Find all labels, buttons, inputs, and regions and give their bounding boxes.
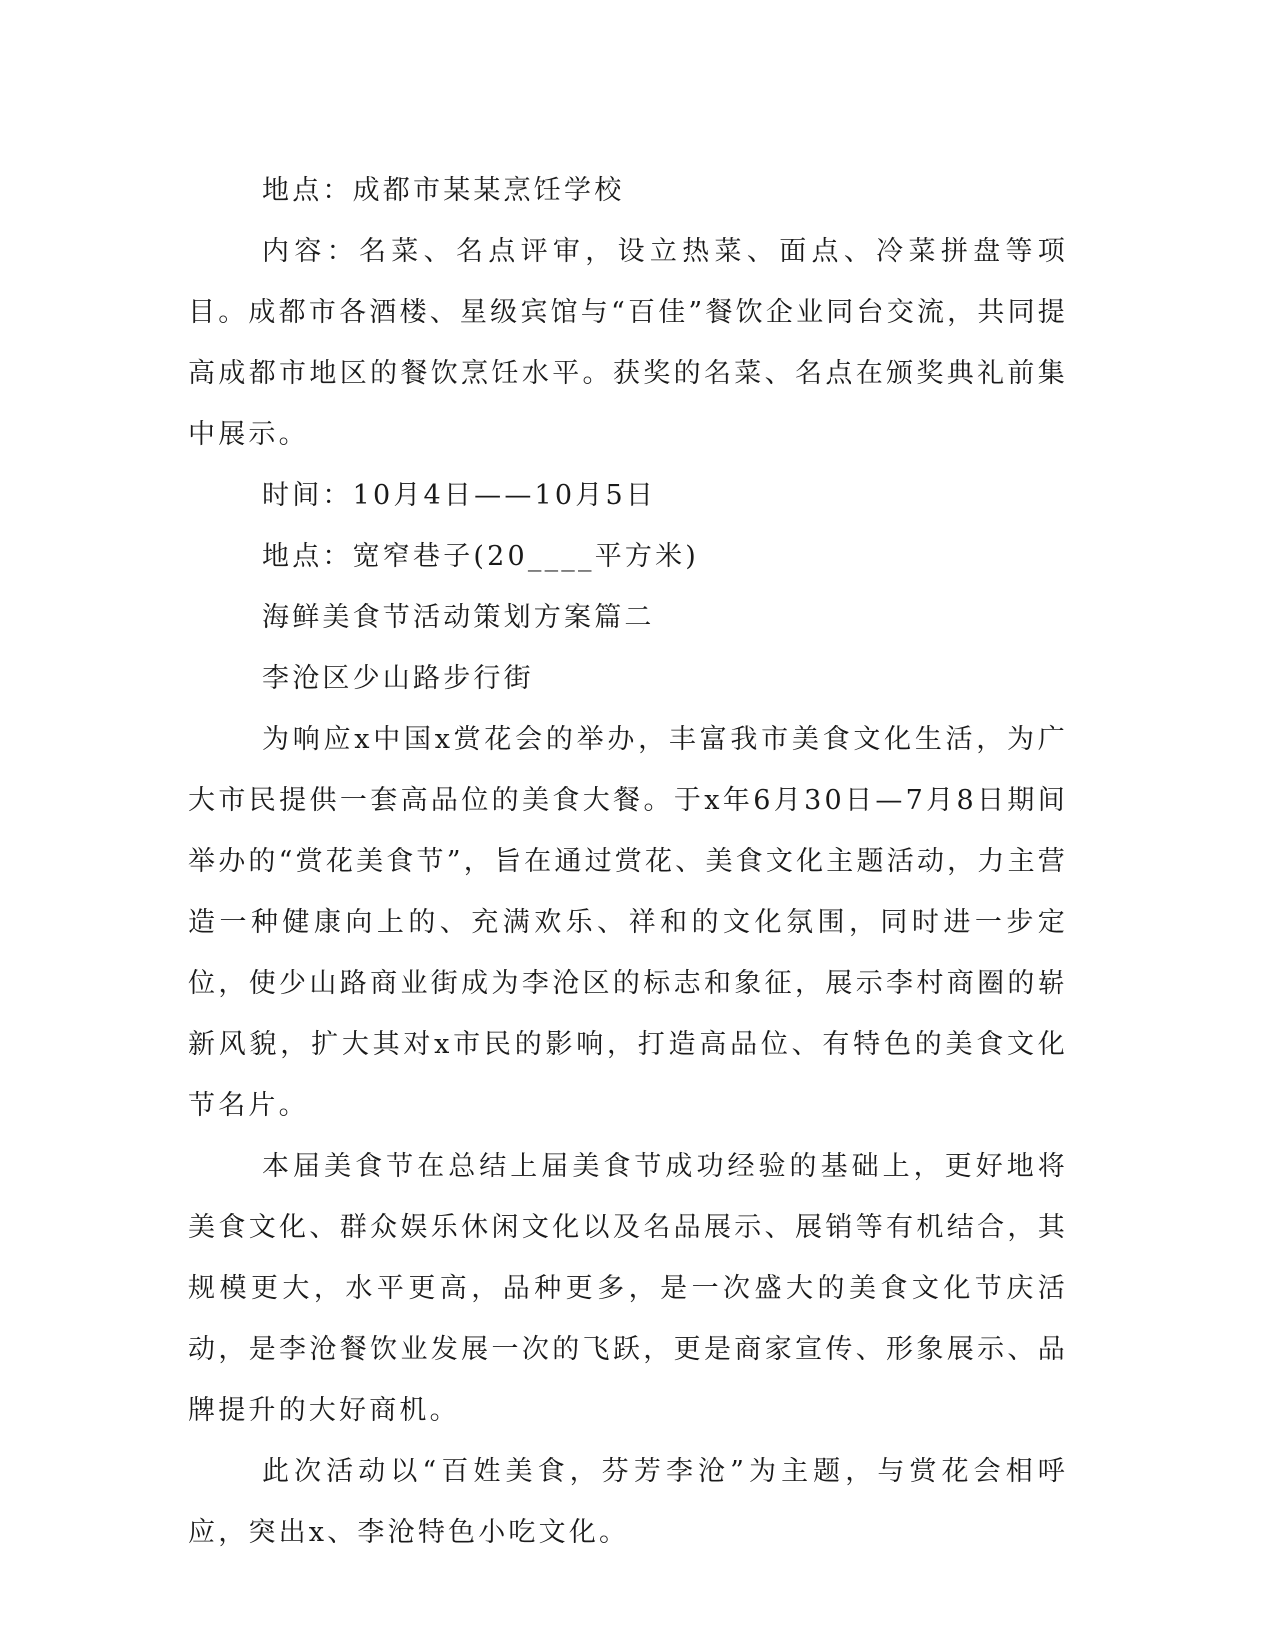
paragraph-time: 时间：10月4日——10月5日 [262, 480, 657, 511]
paragraph-content: 内容：名菜、名点评审，设立热菜、面点、冷菜拼盘等项目。成都市各酒楼、星级宾馆与“百佳”餐饮企业同台交流，共同提高成都市地区的餐饮烹饪水平。获奖的名菜、名点在颁奖典礼前集中展示。 [188, 236, 1068, 450]
paragraph-venue-school: 地点：成都市某某烹饪学校 [262, 175, 625, 206]
document-body [188, 160, 1068, 1563]
section-heading: 海鲜美食节活动策划方案篇二 [262, 602, 655, 633]
paragraph-overview: 本届美食节在总结上届美食节成功经验的基础上，更好地将美食文化、群众娱乐休闲文化以及名品展示、展销等有机结合，其规模更大，水平更高，品种更多，是一次盛大的美食文化节庆活动，是李沧餐饮业发展一次的飞跃，更是商家宣传、形象展示、品牌提升的大好商机。 [188, 1151, 1068, 1426]
paragraph-venue-alley: 地点：宽窄巷子(20____平方米) [262, 541, 700, 572]
paragraph-theme: 此次活动以“百姓美食，芬芳李沧”为主题，与赏花会相呼应，突出x、李沧特色小吃文化。 [188, 1456, 1068, 1548]
paragraph-background: 为响应x中国x赏花会的举办，丰富我市美食文化生活，为广大市民提供一套高品位的美食大餐。于x年6月30日—7月8日期间举办的“赏花美食节”，旨在通过赏花、美食文化主题活动，力主营造一种健康向上的、充满欢乐、祥和的文化氛围，同时进一步定位，使少山路商业街成为李沧区的标志和象征，展示李村商圈的崭新风貌，扩大其对x市民的影响，打造高品位、有特色的美食文化节名片。 [188, 724, 1068, 1121]
paragraph-location: 李沧区少山路步行街 [262, 663, 534, 694]
